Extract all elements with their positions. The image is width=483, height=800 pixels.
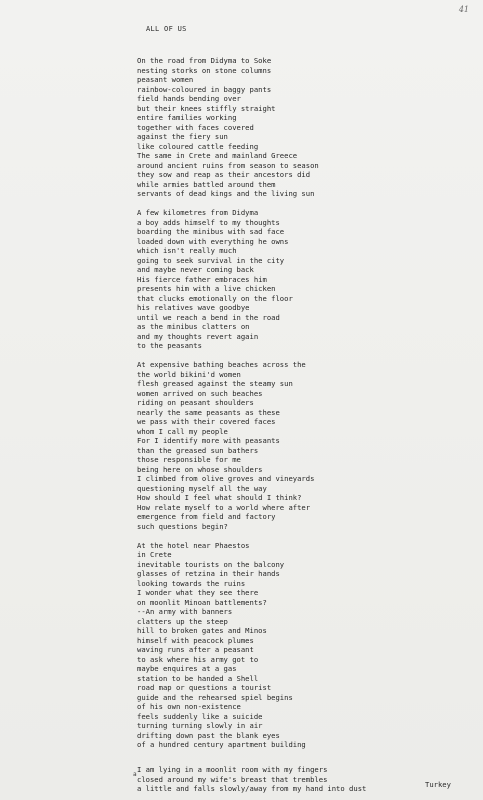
poem-line: servants of dead kings and the living sun [137,189,315,198]
poem-line: glasses of retzina in their hands [137,569,280,578]
poem-line: going to seek survival in the city [137,255,285,265]
poem-line: like coloured cattle feeding [137,141,259,151]
poem-line: which isn't really much [137,246,237,255]
poem-line: entire families working [137,113,237,122]
poem-title: ALL OF US [146,25,187,33]
poem-line: while armies battled around them [137,179,276,189]
poem-line: drifting down past the blank eyes [137,730,280,740]
handwritten-margin-note: a [133,771,137,778]
poem-line: as the minibus clatters on [137,322,250,331]
poem-line: those responsible for me [137,455,241,464]
final-line: a little and falls slowly/away from my hand into dust [137,784,367,793]
location-note: Turkey [425,780,451,789]
poem-line: On the road from Didyma to Soke [137,56,272,65]
poem-line: I wonder what they see there [137,588,259,597]
poem-line: nesting storks on stone columns [137,65,272,75]
poem-line: field hands bending over [137,94,241,103]
poem-line: At the hotel near Phaestos [137,540,250,550]
poem-line: we pass with their covered faces [137,417,276,426]
poem-line: His fierce father embraces him [137,274,267,284]
poem-line: boarding the minibus with sad face [137,227,285,236]
poem-line: For I identify more with peasants [137,436,280,445]
poem-line: and maybe never coming back [137,265,254,274]
poem-line: waving runs after a peasant [137,645,254,654]
page-number: 41 [458,5,469,14]
poem-line: around ancient ruins from season to season [137,160,319,170]
poem-line: road map or questions a tourist [137,683,272,692]
poem-line: that clucks emotionally on the floor [137,293,293,303]
poem-line: on moonlit Minoan battlements? [137,597,267,607]
poem-line: looking towards the ruins [137,578,246,588]
poem-line: of a hundred century apartment building [137,740,306,749]
poem-line: loaded down with everything he owns [137,236,289,246]
poem-line: together with faces covered [137,122,254,132]
poem-line: and my thoughts revert again [137,331,259,341]
poem-line: of his own non-existence [137,702,241,711]
stanza [137,56,467,199]
poem-line: peasant women [137,75,194,84]
poem-line: whom I call my people [137,426,228,436]
poem-line: guide and the rehearsed spiel begins [137,692,293,702]
final-line: closed around my wife's breast that trembles [137,774,328,784]
poem-line: than the greased sun bathers [137,445,259,455]
final-stanza [137,765,366,794]
poem-line: to ask where his army got to [137,654,259,664]
poem-line: A few kilometres from Didyma [137,208,259,217]
poem-line: I climbed from olive groves and vineyards [137,474,315,483]
poem-line: feels suddenly like a suicide [137,711,263,721]
stanza [137,541,467,750]
poem-line: himself with peacock plumes [137,635,254,645]
poem-line: but their knees stiffly straight [137,103,276,113]
poem-line: questioning myself all the way [137,483,267,493]
poem-line: clatters up the steep [137,616,228,626]
stanza [137,208,467,351]
poem-line: women arrived on such beaches [137,388,263,398]
final-line: I am lying in a moonlit room with my fingers [137,765,328,774]
poem-line: maybe enquires at a gas [137,664,237,673]
stanza [137,360,467,531]
poem-body [137,56,467,759]
poem-line: they sow and reap as their ancestors did [137,170,311,179]
poem-line: How relate myself to a world where after [137,502,311,512]
poem-line: --An army with banners [137,607,233,616]
poem-line: The same in Crete and mainland Greece [137,151,298,160]
poem-line: in Crete [137,550,172,559]
poem-line: the world bikini'd women [137,369,241,379]
poem-line: At expensive bathing beaches across the [137,360,306,369]
poem-line: riding on peasant shoulders [137,398,254,407]
poem-line: until we reach a bend in the road [137,312,280,322]
poem-line: being here on whose shoulders [137,464,263,474]
poem-line: hill to broken gates and Minos [137,626,267,635]
poem-line: his relatives wave goodbye [137,303,250,312]
poem-line: inevitable tourists on the balcony [137,559,285,569]
poem-line: a boy adds himself to my thoughts [137,217,280,227]
poem-line: to the peasants [137,341,202,350]
poem-line: nearly the same peasants as these [137,407,280,417]
poem-line: flesh greased against the steamy sun [137,379,293,388]
poem-line: rainbow-coloured in baggy pants [137,84,272,94]
poem-line: presents him with a live chicken [137,284,276,293]
poem-line: How should I feel what should I think? [137,493,302,502]
poem-line: against the fiery sun [137,132,228,141]
poem-line: station to be handed a Shell [137,673,259,683]
poem-line: turning turning slowly in air [137,721,263,730]
poem-line: emergence from field and factory [137,512,276,521]
poem-line: such questions begin? [137,521,228,531]
